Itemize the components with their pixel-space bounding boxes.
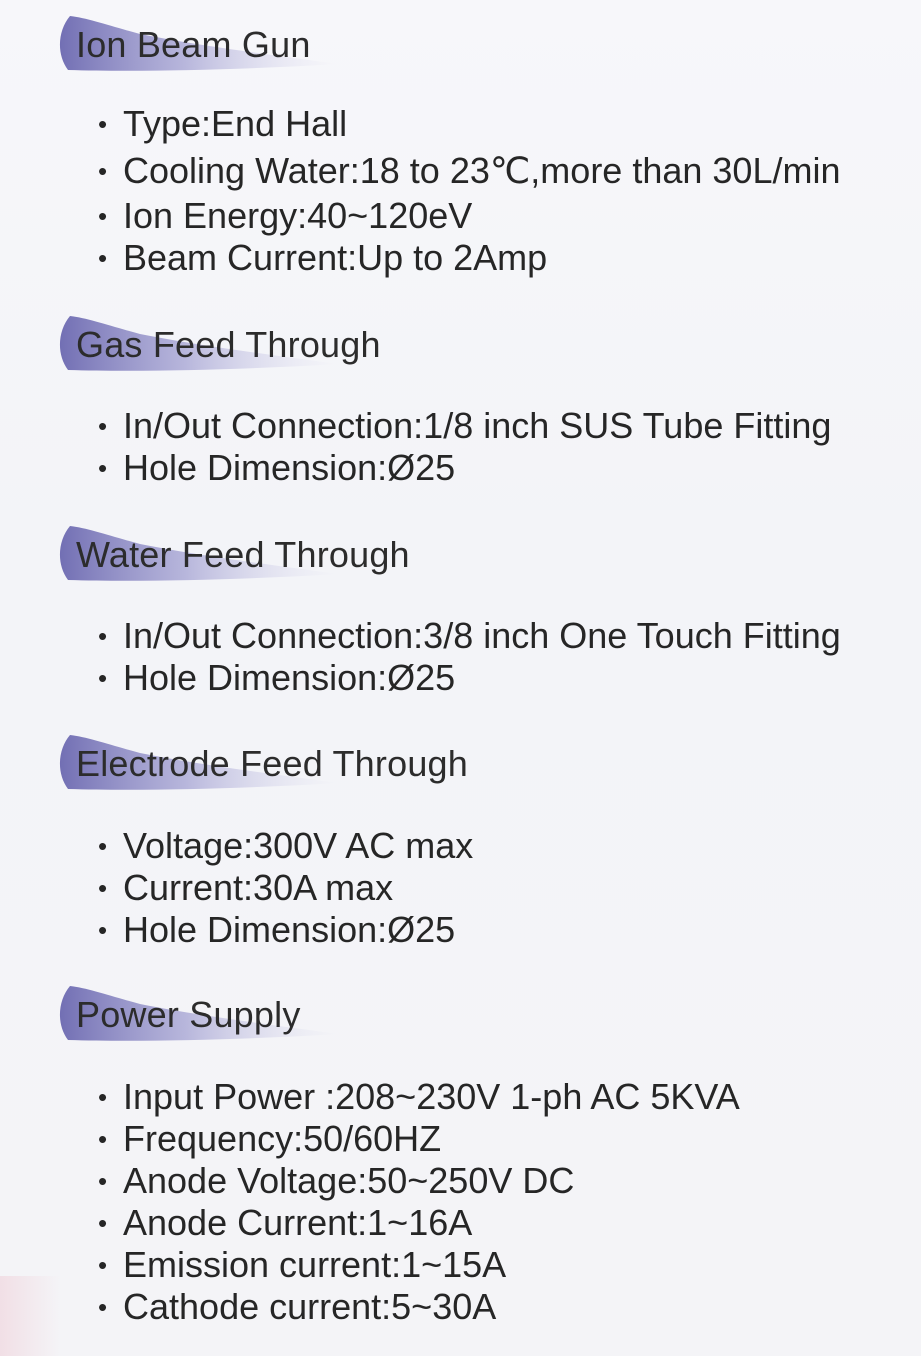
spec-text: Anode Voltage:50~250V DC (123, 1160, 575, 1201)
spec-text: Frequency:50/60HZ (123, 1118, 442, 1159)
bullet-icon: • (98, 663, 108, 693)
bullet-icon: • (98, 411, 108, 441)
section-heading (0, 516, 921, 588)
spec-text: Ion Energy:40~120eV (123, 195, 473, 236)
bullet-icon: • (98, 831, 108, 861)
bullet-icon: • (98, 156, 108, 186)
spec-text: Cooling Water:18 to 23℃,more than 30L/min (123, 150, 841, 191)
spec-text: Voltage:300V AC max (123, 825, 474, 866)
spec-text: In/Out Connection:1/8 inch SUS Tube Fitting (123, 405, 832, 446)
bullet-icon: • (98, 1166, 108, 1196)
section-heading (0, 6, 921, 78)
bullet-icon: • (98, 453, 108, 483)
section-water-feed-through (0, 516, 921, 698)
section-title: Gas Feed Through (76, 324, 381, 365)
section-title: Power Supply (76, 994, 301, 1035)
spec-text: Hole Dimension:Ø25 (123, 447, 456, 488)
section-gas-feed-through (0, 306, 921, 488)
section-power-supply (0, 976, 921, 1327)
bullet-icon: • (98, 1250, 108, 1280)
spec-text: Anode Current:1~16A (123, 1202, 473, 1243)
section-heading (0, 306, 921, 378)
background-corner-tint (0, 1276, 60, 1356)
bullet-icon: • (98, 1124, 108, 1154)
bullet-icon: • (98, 1082, 108, 1112)
section-electrode-feed-through (0, 725, 921, 950)
spec-text: Hole Dimension:Ø25 (123, 657, 456, 698)
section-ion-beam-gun (0, 6, 921, 278)
section-title: Electrode Feed Through (76, 743, 468, 784)
bullet-icon: • (98, 201, 108, 231)
spec-text: Hole Dimension:Ø25 (123, 909, 456, 950)
spec-text: Beam Current:Up to 2Amp (123, 237, 548, 278)
section-heading (0, 725, 921, 797)
bullet-icon: • (98, 1208, 108, 1238)
section-title: Water Feed Through (76, 534, 410, 575)
section-title: Ion Beam Gun (76, 24, 311, 65)
bullet-icon: • (98, 873, 108, 903)
bullet-icon: • (98, 621, 108, 651)
spec-text: Cathode current:5~30A (123, 1286, 497, 1327)
spec-text: Input Power :208~230V 1-ph AC 5KVA (123, 1076, 740, 1117)
bullet-icon: • (98, 109, 108, 139)
bullet-icon: • (98, 1292, 108, 1322)
section-heading (0, 976, 921, 1048)
spec-text: Emission current:1~15A (123, 1244, 507, 1285)
spec-text: In/Out Connection:3/8 inch One Touch Fitting (123, 615, 841, 656)
bullet-icon: • (98, 243, 108, 273)
spec-text: Current:30A max (123, 867, 394, 908)
spec-text: Type:End Hall (123, 103, 348, 144)
bullet-icon: • (98, 915, 108, 945)
